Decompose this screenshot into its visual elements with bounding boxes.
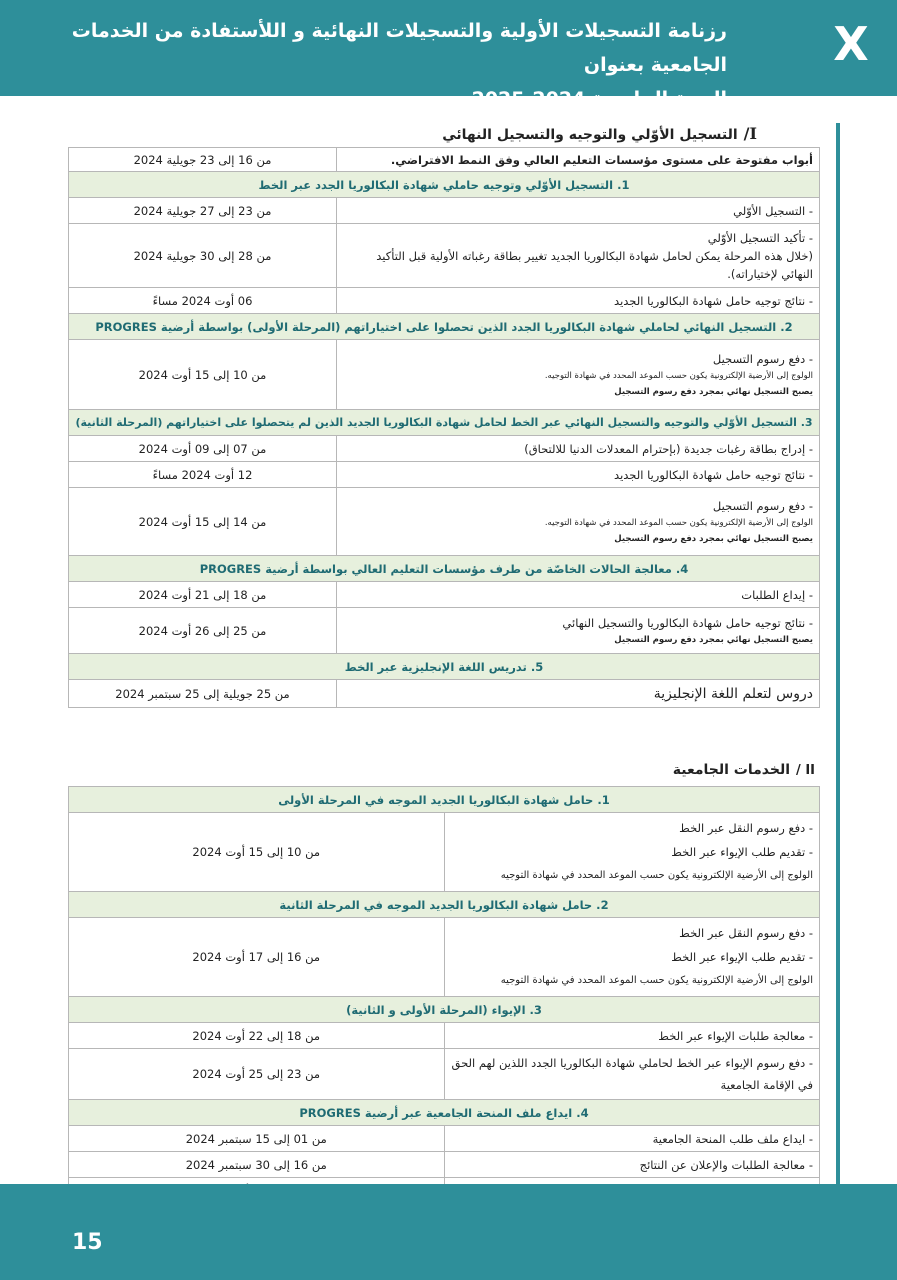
row-date: من 01 إلى 15 سبتمبر 2024 — [69, 1126, 445, 1152]
row-desc — [444, 918, 820, 997]
row-date: من 28 إلى 30 جويلية 2024 — [69, 224, 337, 288]
row-desc: - نتائج توجيه حامل شهادة البكالوريا الجديد — [337, 462, 820, 488]
row-desc-note: الولوج إلى الأرضية الإلكترونية يكون حسب الموعد المحدد في شهادة التوجيه — [500, 870, 813, 881]
section-2-title: الخدمات الجامعية — [672, 762, 791, 778]
row-desc — [337, 340, 820, 410]
side-accent-line — [836, 123, 840, 1185]
table-row — [69, 224, 820, 288]
table-row — [69, 340, 820, 410]
row-date: من 23 إلى 25 أوت 2024 — [69, 1049, 445, 1100]
row-date: من 16 إلى 23 جويلية 2024 — [69, 148, 337, 172]
row-desc: - ايداع ملف طلب المنحة الجامعية — [444, 1126, 820, 1152]
row-date: من 10 إلى 15 أوت 2024 — [69, 340, 337, 410]
table-row — [69, 288, 820, 314]
row-desc-note: يصبح التسجيل نهائي بمجرد دفع رسوم التسجيل — [614, 634, 813, 645]
section-1-heading — [442, 124, 757, 143]
table-row — [69, 1152, 820, 1178]
row-desc-line: - تأكيد التسجيل الأوّلي — [707, 230, 813, 245]
section-2-heading — [673, 762, 815, 778]
table-subheader — [69, 787, 820, 813]
row-desc: - إدراج بطاقة رغبات جديدة (بإحترام المعدلات الدنيا للالتحاق) — [337, 436, 820, 462]
row-desc-note: الولوج إلى الأرضية الإلكترونية يكون حسب الموعد المحدد في شهادة التوجيه. — [544, 370, 813, 381]
section-1-title: التسجيل الأوّلي والتوجيه والتسجيل النهائي — [442, 127, 738, 143]
section-2-number: II / — [796, 763, 815, 778]
table-subheader — [69, 1100, 820, 1126]
row-desc-note: (خلال هذه المرحلة يمكن لحامل شهادة البكالوريا الجديد تغيير بطاقة رغباته الأولية قبل التأكيد النهائي لإختياراته). — [376, 248, 813, 281]
table-subheader — [69, 892, 820, 918]
subheader-text: 3. التسجيل الأوّلي والتوجيه والتسجيل النهائي عبر الخط لحامل شهادة البكالوريا الجديد الذين لم يتحصلوا على اختياراتهم (المرحلة الثانية) — [69, 410, 820, 436]
subheader-text: 3. الإيواء (المرحلة الأولى و الثانية) — [69, 997, 820, 1023]
row-desc-line: - دفع رسوم التسجيل — [712, 498, 813, 513]
table-row — [69, 582, 820, 608]
row-desc: - معالجة الطلبات والإعلان عن النتائج — [444, 1152, 820, 1178]
row-desc-note: يصبح التسجيل نهائي بمجرد دفع رسوم التسجيل — [614, 533, 813, 544]
subheader-text: 5. تدريس اللغة الإنجليزية عبر الخط — [69, 654, 820, 680]
row-desc-line: - نتائج توجيه حامل شهادة البكالوريا والتسجيل النهائي — [562, 615, 813, 630]
row-date: من 23 إلى 27 جويلية 2024 — [69, 198, 337, 224]
table-row — [69, 608, 820, 654]
subheader-text: 2. التسجيل النهائي لحاملي شهادة البكالوريا الجدد الذين تحصلوا على اختياراتهم (المرحلة الأولى) بواسطة أرضية PROGRES — [69, 314, 820, 340]
table-row — [69, 198, 820, 224]
row-desc — [337, 224, 820, 288]
subheader-text: 4. ايداع ملف المنحة الجامعية عبر أرضية PROGRES — [69, 1100, 820, 1126]
row-desc-line: - تقديم طلب الإيواء عبر الخط — [671, 845, 813, 859]
page-header — [0, 0, 897, 110]
table-subheader — [69, 172, 820, 198]
row-desc-line: - دفع رسوم النقل عبر الخط — [679, 821, 813, 835]
table-row — [69, 918, 820, 997]
title-line-2: السنة الجامعية 2024-2025 — [471, 88, 727, 110]
registration-table — [68, 147, 820, 708]
table-row — [69, 148, 820, 172]
subheader-text: 1. التسجيل الأوّلي وتوجيه حاملي شهادة البكالوريا الجدد عبر الخط — [69, 172, 820, 198]
row-desc-note: يصبح التسجيل نهائي بمجرد دفع رسوم التسجيل — [614, 386, 813, 397]
table-subheader — [69, 997, 820, 1023]
row-date: من 25 جويلية إلى 25 سبتمبر 2024 — [69, 680, 337, 708]
table-row — [69, 462, 820, 488]
table-row — [69, 813, 820, 892]
subheader-text: 2. حامل شهادة البكالوريا الجديد الموجه في المرحلة الثانية — [69, 892, 820, 918]
table-row — [69, 1023, 820, 1049]
row-date: من 18 إلى 22 أوت 2024 — [69, 1023, 445, 1049]
row-desc — [444, 813, 820, 892]
section-1-number: I/ — [743, 124, 757, 143]
table-row — [69, 488, 820, 556]
row-desc-line: - دفع رسوم النقل عبر الخط — [679, 926, 813, 940]
page-number: 15 — [72, 1230, 103, 1255]
row-desc — [337, 608, 820, 654]
table-subheader — [69, 314, 820, 340]
subheader-text: 4. معالجة الحالات الخاصّة من طرف مؤسسات التعليم العالي بواسطة أرضية PROGRES — [69, 556, 820, 582]
table-subheader — [69, 556, 820, 582]
row-desc — [337, 488, 820, 556]
table-row — [69, 1049, 820, 1100]
row-desc: دروس لتعلم اللغة الإنجليزية — [337, 680, 820, 708]
row-desc: - معالجة طلبات الإيواء عبر الخط — [444, 1023, 820, 1049]
table-row — [69, 680, 820, 708]
row-date: 12 أوت 2024 مساءً — [69, 462, 337, 488]
row-date: 06 أوت 2024 مساءً — [69, 288, 337, 314]
row-desc-note: الولوج إلى الأرضية الإلكترونية يكون حسب الموعد المحدد في شهادة التوجيه — [500, 975, 813, 986]
row-date: من 10 إلى 15 أوت 2024 — [69, 813, 445, 892]
page-title — [27, 14, 727, 116]
table-row — [69, 1126, 820, 1152]
table-subheader — [69, 654, 820, 680]
row-desc: - دفع رسوم الإيواء عبر الخط لحاملي شهادة البكالوريا الجدد اللذين لهم الحق في الإقامة الجامعية — [444, 1049, 820, 1100]
row-desc: - التسجيل الأوّلي — [337, 198, 820, 224]
title-line-1: رزنامة التسجيلات الأولية والتسجيلات النهائية و اللأستفادة من الخدمات الجامعية بعنوان — [71, 20, 727, 76]
row-desc: - إيداع الطلبات — [337, 582, 820, 608]
table-subheader — [69, 410, 820, 436]
row-date: من 16 إلى 30 سبتمبر 2024 — [69, 1152, 445, 1178]
row-date: من 07 إلى 09 أوت 2024 — [69, 436, 337, 462]
close-icon[interactable]: X — [833, 17, 869, 71]
row-desc: أبواب مفتوحة على مستوى مؤسسات التعليم العالي وفق النمط الافتراضي. — [337, 148, 820, 172]
services-table — [68, 786, 820, 1204]
table-row — [69, 436, 820, 462]
row-desc-note: الولوج إلى الأرضية الإلكترونية يكون حسب الموعد المحدد في شهادة التوجيه. — [544, 517, 813, 528]
row-desc-line: - تقديم طلب الإيواء عبر الخط — [671, 950, 813, 964]
row-date: من 18 إلى 21 أوت 2024 — [69, 582, 337, 608]
page-footer — [0, 1184, 897, 1280]
row-date: من 16 إلى 17 أوت 2024 — [69, 918, 445, 997]
row-date: من 14 إلى 15 أوت 2024 — [69, 488, 337, 556]
subheader-text: 1. حامل شهادة البكالوريا الجديد الموجه في المرحلة الأولى — [69, 787, 820, 813]
row-desc: - نتائج توجيه حامل شهادة البكالوريا الجديد — [337, 288, 820, 314]
row-date: من 25 إلى 26 أوت 2024 — [69, 608, 337, 654]
row-desc-line: - دفع رسوم التسجيل — [712, 351, 813, 366]
